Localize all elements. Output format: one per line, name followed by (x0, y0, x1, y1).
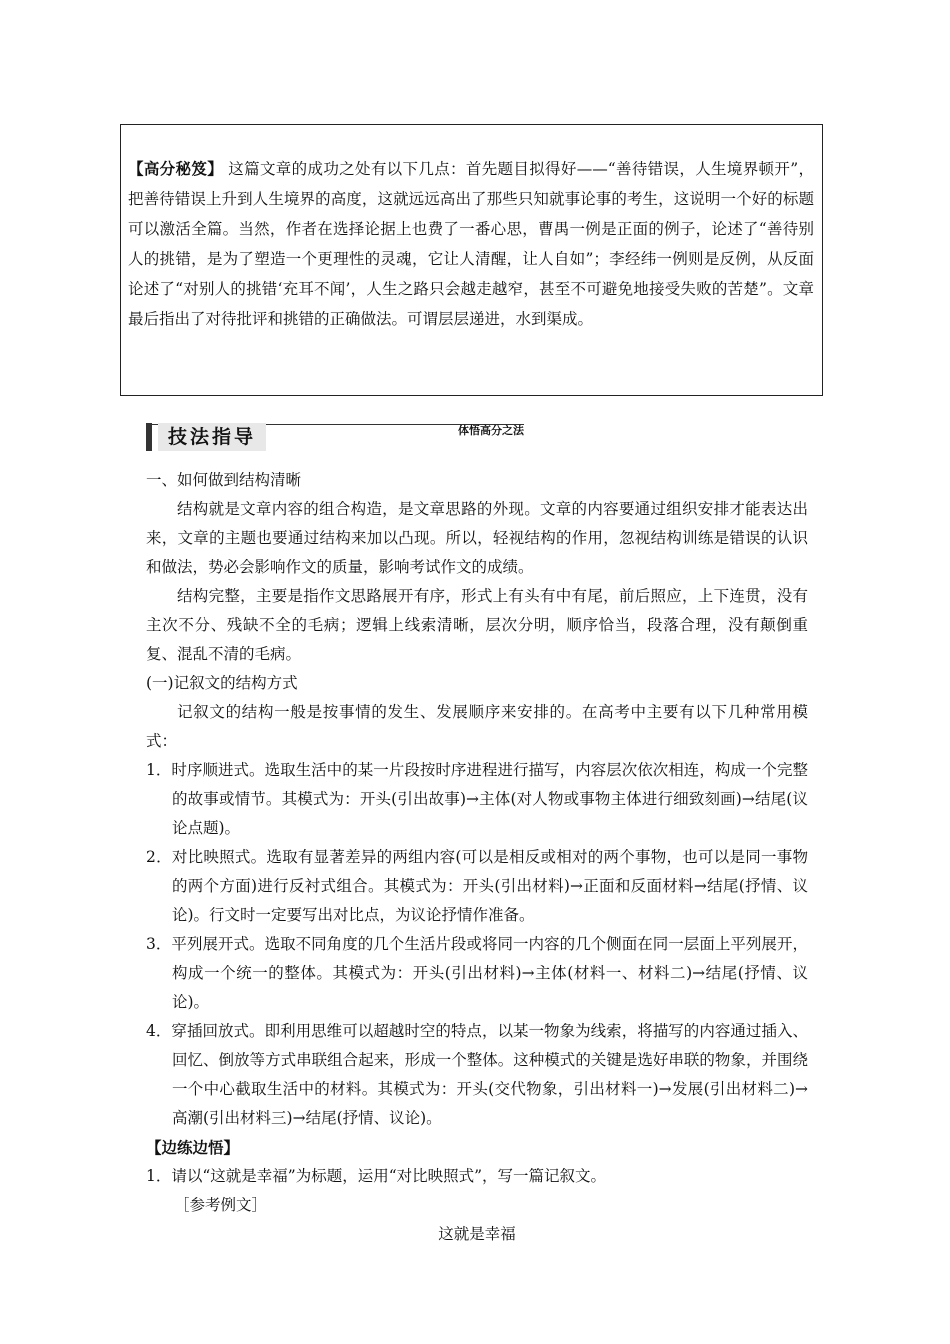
paragraph-3: 记叙文的结构一般是按事情的发生、发展顺序来安排的。在高考中主要有以下几种常用模式： (146, 703, 808, 750)
header-bar (146, 423, 152, 451)
section-header (146, 419, 524, 455)
tip-text: 这篇文章的成功之处有以下几点：首先题目拟得好——“善待错误，人生境界顿开”，把善待错误上升到人生境界的高度，这就远远高出了那些只知就事论事的考生，这说明一个好的标题可以激活全篇。当然，作者在选择论据上也费了一番心思，曹禺一例是正面的例子，论述了“善待别人的挑错，是为了塑造一个更理性的灵魂，它让人清醒，让人自如”；李经纬一例则是反例，从反面论述了“对别人的挑错‘充耳不闻’，人生之路只会越走越窄，甚至不可避免地接受失败的苦楚”。文章最后指出了对待批评和挑错的正确做法。可谓层层递进，水到渠成。 (128, 160, 814, 328)
tip-label: 【高分秘笈】 (128, 159, 224, 178)
list-item: 1．时序顺进式。选取生活中的某一片段按时序进程进行描写，内容层次依次相连，构成一个完整的故事或情节。其模式为：开头(引出故事)→主体(对人物或事物主体进行细致刻画)→结尾(议论点题)。 (146, 761, 808, 837)
essay-title: 这就是幸福 (438, 1225, 516, 1243)
section-title: 技法指导 (158, 423, 266, 451)
paragraph-2: 结构完整，主要是指作文思路展开有序，形式上有头有中有尾，前后照应，上下连贯，没有主次不分、残缺不全的毛病；逻辑上线索清晰，层次分明，顺序恰当，段落合理，没有颠倒重复、混乱不清的毛病。 (146, 587, 808, 663)
heading-structure: 一、如何做到结构清晰 (146, 471, 302, 489)
paragraph-1: 结构就是文章内容的组合构造，是文章思路的外现。文章的内容要通过组织安排才能表达出来，文章的主题也要通过结构来加以凸现。所以，轻视结构的作用，忽视结构训练是错误的认识和做法，势必会影响作文的质量，影响考试作文的成绩。 (146, 500, 808, 576)
section-subtitle: 体悟高分之法 (458, 424, 524, 437)
subheading-narrative: (一)记叙文的结构方式 (146, 674, 298, 692)
practice-label: 【边练边悟】 (146, 1138, 240, 1157)
practice-question: 1．请以“这就是幸福”为标题，运用“对比映照式”，写一篇记叙文。 (146, 1167, 607, 1185)
main-content (146, 466, 808, 1249)
list-item: 2．对比映照式。选取有显著差异的两组内容(可以是相反或相对的两个事物，也可以是同一事物的两个方面)进行反衬式组合。其模式为：开头(引出材料)→正面和反面材料→结尾(抒情、议论)。行文时一定要写出对比点，为议论抒情作准备。 (146, 848, 808, 924)
reference-label: ［参考例文］ (174, 1196, 268, 1214)
list-item: 3．平列展开式。选取不同角度的几个生活片段或将同一内容的几个侧面在同一层面上平列展开，构成一个统一的整体。其模式为：开头(引出材料)→主体(材料一、材料二)→结尾(抒情、议论)。 (146, 935, 808, 1011)
tip-paragraph (128, 154, 814, 334)
list-item: 4．穿插回放式。即利用思维可以超越时空的特点，以某一物象为线索，将描写的内容通过插入、回忆、倒放等方式串联组合起来，形成一个整体。这种模式的关键是选好串联的物象，并围绕一个中心截取生活中的材料。其模式为：开头(交代物象，引出材料一)→发展(引出材料二)→高潮(引出材料三)→结尾(抒情、议论)。 (146, 1022, 808, 1127)
